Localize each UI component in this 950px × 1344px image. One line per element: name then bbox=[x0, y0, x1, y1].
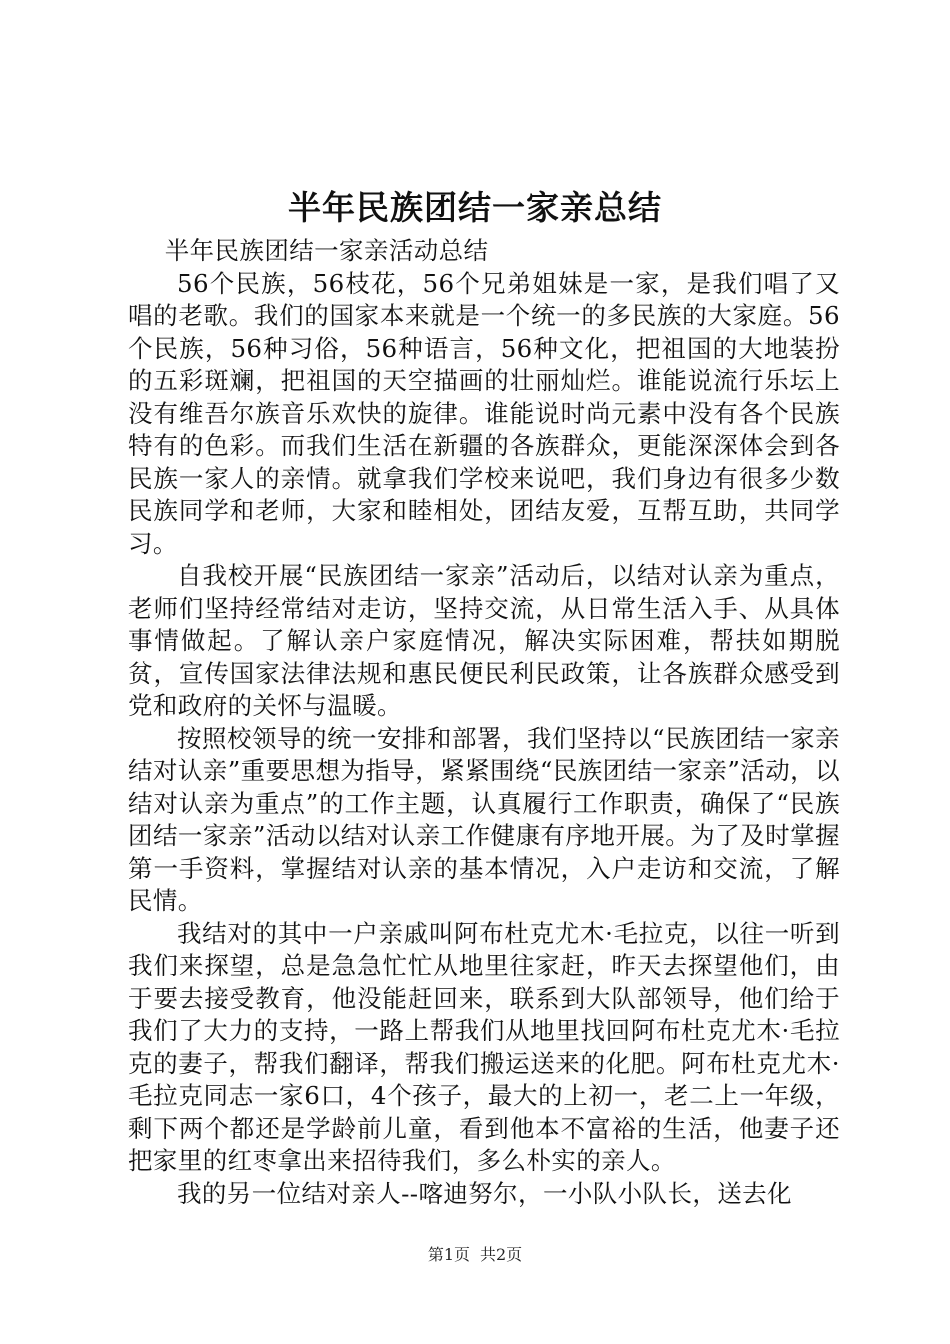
paragraph: 我结对的其中一户亲戚叫阿布杜克尤木·毛拉克，以往一听到我们来探望，总是急急忙忙从地里往家赶，昨天去探望他们，由于要去接受教育，他没能赶回来，联系到大队部领导，他们给于我们了大力的支持，一路上帮我们从地里找回阿布杜克尤木·毛拉克的妻子，帮我们翻译，帮我们搬运送来的化肥。阿布杜克尤木·毛拉克同志一家6口，4个孩子，最大的上初一，老二上一年级，剩下两个都还是学龄前儿童，看到他本不富裕的生活，他妻子还把家里的红枣拿出来招待我们，多么朴实的亲人。 bbox=[128, 918, 840, 1175]
page-number: 第1页 bbox=[427, 1245, 470, 1264]
page-footer bbox=[0, 1244, 950, 1266]
page-total: 共2页 bbox=[480, 1245, 523, 1264]
document-body bbox=[128, 235, 840, 1210]
paragraph: 按照校领导的统一安排和部署，我们坚持以“民族团结一家亲结对认亲”重要思想为指导，紧紧围绕“民族团结一家亲”活动，以结对认亲为重点”的工作主题，认真履行工作职责，确保了“民族团结一家亲”活动以结对认亲工作健康有序地开展。为了及时掌握第一手资料，掌握结对认亲的基本情况，入户走访和交流，了解民情。 bbox=[128, 723, 840, 915]
paragraph: 自我校开展“民族团结一家亲”活动后，以结对认亲为重点，老师们坚持经常结对走访，坚持交流，从日常生活入手、从具体事情做起。了解认亲户家庭情况，解决实际困难，帮扶如期脱贫，宣传国家法律法规和惠民便民利民政策，让各族群众感受到党和政府的关怀与温暖。 bbox=[128, 561, 840, 720]
document-title: 半年民族团结一家亲总结 bbox=[288, 188, 662, 227]
document-subtitle: 半年民族团结一家亲活动总结 bbox=[164, 236, 489, 265]
paragraph: 56个民族，56枝花，56个兄弟姐妹是一家，是我们唱了又唱的老歌。我们的国家本来就是一个统一的多民族的大家庭。56个民族，56种习俗，56种语言，56种文化，把祖国的大地装扮的五彩斑斓，把祖国的天空描画的壮丽灿烂。谁能说流行乐坛上没有维吾尔族音乐欢快的旋律。谁能说时尚元素中没有各个民族特有的色彩。而我们生活在新疆的各族群众，更能深深体会到各民族一家人的亲情。就拿我们学校来说吧，我们身边有很多少数民族同学和老师，大家和睦相处，团结友爱，互帮互助，共同学习。 bbox=[128, 268, 840, 558]
paragraph: 我的另一位结对亲人--喀迪努尔，一小队小队长，送去化 bbox=[177, 1178, 792, 1208]
